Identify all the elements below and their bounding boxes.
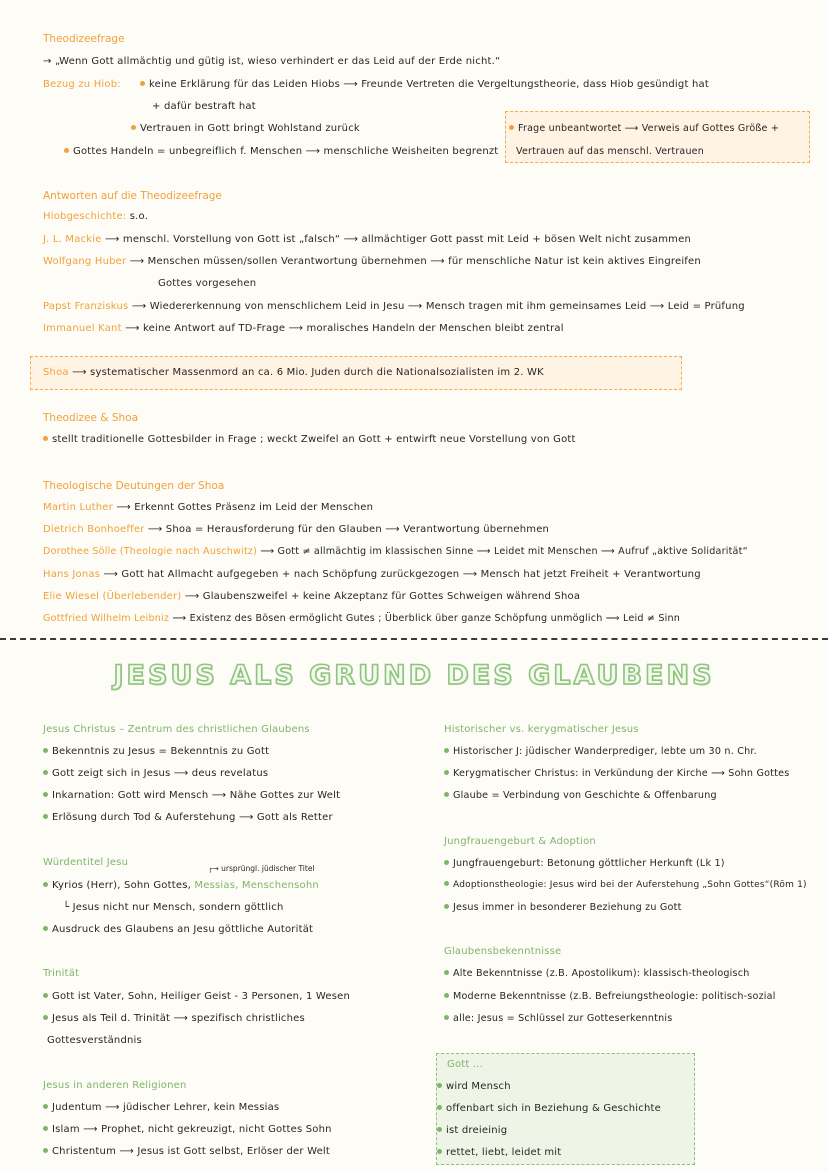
hiob-point-3: Gottes Handeln = unbegreiflich f. Menschen ⟶ menschliche Weisheiten begrenzt [64, 146, 498, 157]
shoa-box [30, 356, 682, 390]
theodizee-quote: → „Wenn Gott allmächtig und gütig ist, wieso verhindert er das Leid auf der Erde nicht.“ [43, 56, 501, 67]
trinitaet-point-2: Jesus als Teil d. Trinität ⟶ spezifisch christliches [43, 1013, 305, 1024]
shoa-definition: Shoa ⟶ systematischer Massenmord an ca. 6 Mio. Juden durch die Nationalsozialisten im 2. WK [43, 367, 544, 378]
wuerdentitel-point-2: Ausdruck des Glaubens an Jesu göttliche Autorität [43, 924, 313, 935]
hiob-point-1: keine Erklärung für das Leiden Hiobs ⟶ Freunde Vertreten die Vergeltungstheorie, dass Hiob gesündigt hat [140, 79, 709, 90]
hiob-label: Bezug zu Hiob: [43, 79, 121, 90]
zentrum-point: Inkarnation: Gott wird Mensch ⟶ Nähe Gottes zur Welt [43, 790, 340, 801]
hiob-point-2: Vertrauen in Gott bringt Wohlstand zurück [131, 123, 360, 134]
hiob-box-line-2: Vertrauen auf das menschl. Vertrauen [516, 146, 704, 157]
bekenntnisse-point: alle: Jesus = Schlüssel zur Gotteserkenntnis [444, 1013, 672, 1024]
deutungen-heading: Theologische Deutungen der Shoa [43, 480, 225, 492]
jungfrau-heading: Jungfrauengeburt & Adoption [444, 836, 596, 847]
antworten-heading: Antworten auf die Theodizeefrage [43, 190, 222, 202]
deutung-row: Gottfried Wilhelm Leibniz ⟶ Existenz des Bösen ermöglicht Gutes ; Überblick über ganze Schöpfung unmöglich ⟹ Leid ≠ Sinn [43, 613, 681, 624]
wuerdentitel-sub: └ Jesus nicht nur Mensch, sondern göttlich [63, 902, 284, 913]
hiob-point-1b: + dafür bestraft hat [152, 101, 256, 112]
main-title: JESUS ALS GRUND DES GLAUBENS [113, 660, 715, 691]
jungfrau-point: Adoptionstheologie: Jesus wird bei der Auferstehung „Sohn Gottes“(Röm 1) [444, 880, 807, 890]
historisch-point: Kerygmatischer Christus: in Verkündung der Kirche ⟶ Sohn Gottes [444, 768, 789, 779]
theodizee-shoa-point: stellt traditionelle Gottesbilder in Frage ; weckt Zweifel an Gott + entwirft neue Vorstellung von Gott [43, 434, 576, 445]
antwort-row: Papst Franziskus ⟶ Wiedererkennung von menschlichem Leid in Jesu ⟶ Mensch tragen mit ihm gemeinsames Leid ⟶ Leid = Prüfung [43, 301, 745, 312]
trinitaet-point-1: Gott ist Vater, Sohn, Heiliger Geist - 3 Personen, 1 Wesen [43, 991, 350, 1002]
jungfrau-point: Jungfrauengeburt: Betonung göttlicher Herkunft (Lk 1) [444, 858, 725, 869]
deutung-row: Hans Jonas ⟶ Gott hat Allmacht aufgegeben + nach Schöpfung zurückgezogen ⟶ Mensch hat jetzt Freiheit + Verantwortung [43, 569, 701, 580]
historisch-heading: Historischer vs. kerygmatischer Jesus [444, 724, 639, 735]
bekenntnisse-point: Moderne Bekenntnisse (z.B. Befreiungstheologie: politisch-sozial [444, 991, 776, 1002]
deutung-row: Martin Luther ⟶ Erkennt Gottes Präsenz im Leid der Menschen [43, 502, 374, 513]
gott-box-point: wird Mensch [437, 1081, 511, 1092]
jungfrau-point: Jesus immer in besonderer Beziehung zu Gott [444, 902, 682, 913]
wuerdentitel-note: ┌→ ursprüngl. jüdischer Titel [208, 864, 315, 873]
historisch-point: Glaube = Verbindung von Geschichte & Offenbarung [444, 790, 717, 801]
religionen-point: Islam ⟶ Prophet, nicht gekreuzigt, nicht Gottes Sohn [43, 1124, 332, 1135]
zentrum-point: Erlösung durch Tod & Auferstehung ⟶ Gott als Retter [43, 812, 333, 823]
gott-box [436, 1053, 695, 1165]
section-divider [0, 638, 828, 640]
antwort-row-cont: Gottes vorgesehen [158, 278, 257, 289]
trinitaet-heading: Trinität [43, 968, 80, 979]
religionen-heading: Jesus in anderen Religionen [43, 1080, 187, 1091]
antwort-row: Wolfgang Huber ⟶ Menschen müssen/sollen Verantwortung übernehmen ⟶ für menschliche Natur ist kein aktives Eingreifen [43, 256, 701, 267]
zentrum-point: Gott zeigt sich in Jesus ⟶ deus revelatus [43, 768, 268, 779]
wuerdentitel-heading: Würdentitel Jesu [43, 857, 129, 868]
theodizee-shoa-heading: Theodizee & Shoa [43, 412, 139, 424]
religionen-point: Christentum ⟶ Jesus ist Gott selbst, Erlöser der Welt [43, 1146, 330, 1157]
theodizeefrage-heading: Theodizeefrage [43, 33, 125, 45]
historisch-point: Historischer J: jüdischer Wanderprediger, lebte um 30 n. Chr. [444, 746, 757, 757]
antwort-row: Hiobgeschichte: s.o. [43, 211, 149, 222]
gott-box-point: ist dreieinig [437, 1125, 507, 1136]
gott-box-point: offenbart sich in Beziehung & Geschichte [437, 1103, 661, 1114]
bekenntnisse-heading: Glaubensbekenntnisse [444, 946, 562, 957]
gott-box-heading: Gott ... [447, 1059, 484, 1070]
hiob-box-line-1: Frage unbeantwortet ⟶ Verweis auf Gottes Größe + [509, 123, 779, 134]
deutung-row: Dietrich Bonhoeffer ⟶ Shoa = Herausforderung für den Glauben ⟶ Verantwortung übernehmen [43, 524, 550, 535]
hiob-answer-box [505, 111, 810, 163]
zentrum-point: Bekenntnis zu Jesus = Bekenntnis zu Gott [43, 746, 269, 757]
bekenntnisse-point: Alte Bekenntnisse (z.B. Apostolikum): klassisch-theologisch [444, 968, 750, 979]
antwort-row: J. L. Mackie ⟶ menschl. Vorstellung von Gott ist „falsch“ ⟶ allmächtiger Gott passt mit Leid + bösen Welt nicht zusammen [43, 234, 691, 245]
antwort-row: Immanuel Kant ⟶ keine Antwort auf TD-Frage ⟶ moralisches Handeln der Menschen bleibt zentral [43, 323, 564, 334]
gott-box-point: rettet, liebt, leidet mit [437, 1147, 561, 1158]
wuerdentitel-point-1: Kyrios (Herr), Sohn Gottes, Messias, Menschensohn [43, 880, 319, 891]
zentrum-heading: Jesus Christus – Zentrum des christlichen Glaubens [43, 724, 310, 735]
trinitaet-point-2b: Gottesverständnis [47, 1035, 142, 1046]
deutung-row: Elie Wiesel (Überlebender) ⟶ Glaubenszweifel + keine Akzeptanz für Gottes Schweigen während Shoa [43, 591, 581, 602]
religionen-point: Judentum ⟶ jüdischer Lehrer, kein Messias [43, 1102, 279, 1113]
deutung-row: Dorothee Sölle (Theologie nach Auschwitz) ⟶ Gott ≠ allmächtig im klassischen Sinne ⟶ Leidet mit Menschen ⟶ Aufruf „aktive Solidarität“ [43, 546, 748, 557]
